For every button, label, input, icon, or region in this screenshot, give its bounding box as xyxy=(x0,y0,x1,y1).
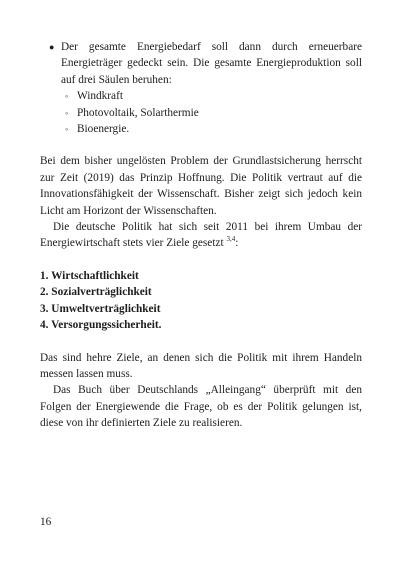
page-body xyxy=(40,39,362,432)
bullet-dot-icon: ● xyxy=(49,42,55,52)
sub-list-item xyxy=(40,105,362,121)
paragraph-ziele-text: Die deutsche Politik hat sich seit 2011 bei ihrem Umbau der Energiewirtschaft stets vier Ziele gesetzt xyxy=(40,221,362,250)
circle-bullet-icon: ◦ xyxy=(65,91,69,102)
sub-item-label: Bioenergie. xyxy=(77,123,130,136)
goals-list xyxy=(40,268,362,334)
sub-list xyxy=(40,88,362,137)
paragraph-grundlast: Bei dem bisher ungelösten Problem der Grundlastsicherung herrscht zur Zeit (2019) das Prinzip Hoffnung. Die Politik vertraut auf die Innovationsfähigkeit der Wissenschaft. Bisher zeigt sich jedoch kein Licht am Horizont der Wissenschaften. xyxy=(40,155,362,217)
sub-list-item xyxy=(40,88,362,104)
bullet-item xyxy=(40,39,362,88)
sub-item-label: Photovoltaik, Solarthermie xyxy=(77,106,199,119)
footnote-reference: 3,4 xyxy=(226,235,236,244)
goal-item: 1. Wirtschaftlichkeit xyxy=(40,269,139,282)
paragraph-alleingang: Das Buch über Deutschlands „Alleingang“ überprüft mit den Folgen der Energiewende die Frage, ob es der Politik gelungen ist, diese von ihr definierten Ziele zu realisieren. xyxy=(40,384,362,430)
paragraph-hehre-ziele: Das sind hehre Ziele, an denen sich die Politik mit ihrem Handeln messen lassen muss. xyxy=(40,351,362,380)
goal-item: 4. Versorgungssicherheit. xyxy=(40,319,162,332)
bullet-text: Der gesamte Energiebedarf soll dann durch erneuerbare Energieträger gedeckt sein. Die gesamte Energieproduktion soll auf drei Säulen beruhen: xyxy=(61,41,362,86)
paragraph-ziele-colon: : xyxy=(235,237,239,250)
goal-item: 2. Sozialverträglichkeit xyxy=(40,286,152,299)
sub-list-item xyxy=(40,121,362,137)
page-number: 16 xyxy=(40,516,52,528)
circle-bullet-icon: ◦ xyxy=(65,124,69,135)
paragraph-ziele-intro xyxy=(40,219,362,252)
goal-item: 3. Umweltverträglichkeit xyxy=(40,302,161,315)
circle-bullet-icon: ◦ xyxy=(65,107,69,118)
sub-item-label: Windkraft xyxy=(77,90,123,103)
